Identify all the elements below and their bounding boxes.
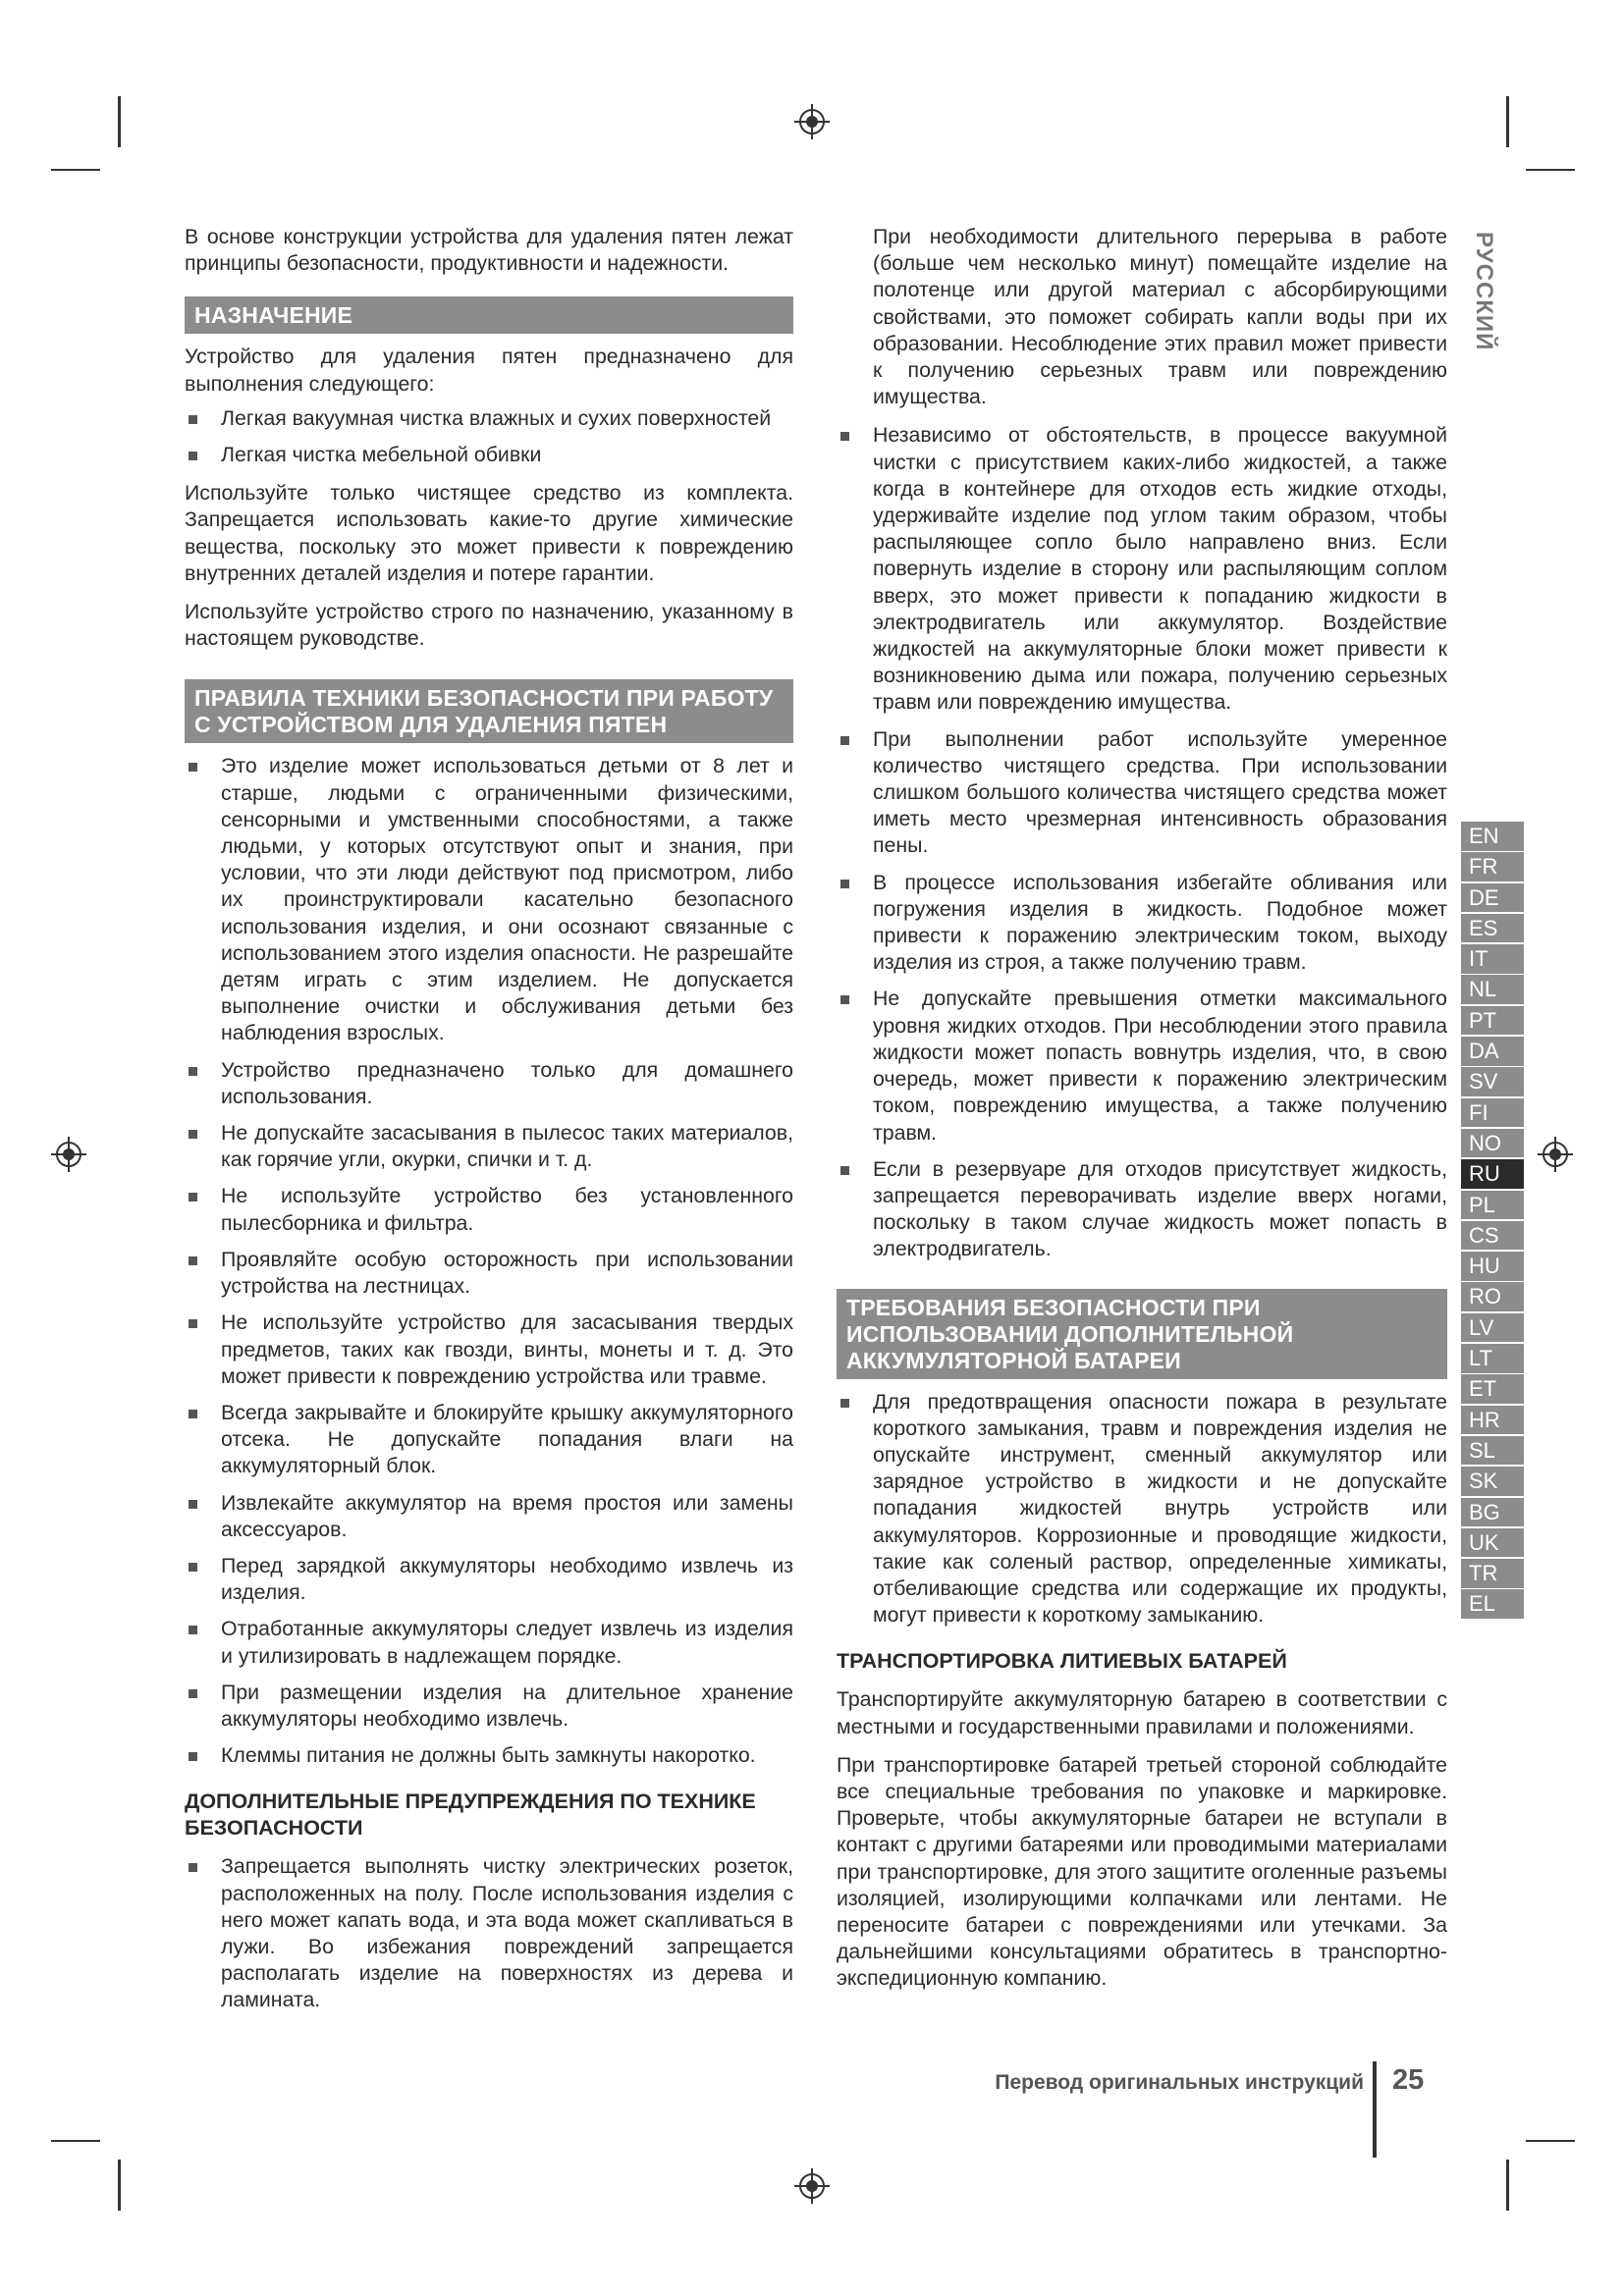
language-tab-lt: LT [1461,1344,1524,1373]
language-tab-hr: HR [1461,1406,1524,1435]
language-tab-hu: HU [1461,1252,1524,1281]
crop-mark [118,96,121,147]
list-item: Запрещается выполнять чистку электрических розеток, расположенных на полу. После использования изделия с него может капать вода, и эта вода может скапливаться в лужи. Во избежания повреждений запрещается располагать изделие на поверхностях из дерева и ламината. [185,1853,793,2013]
language-tab-pl: PL [1461,1191,1524,1220]
language-tab-no: NO [1461,1129,1524,1158]
language-tab-tr: TR [1461,1559,1524,1588]
language-tab-ru: RU [1461,1159,1524,1189]
list-item: Не допускайте засасывания в пылесос таких материалов, как горячие угли, окурки, спички и т. д. [185,1120,793,1173]
language-tab-fi: FI [1461,1098,1524,1128]
transport-heading: ТРАНСПОРТИРОВКА ЛИТИЕВЫХ БАТАРЕЙ [837,1649,1287,1674]
language-tab-cs: CS [1461,1221,1524,1251]
registration-mark-icon [1536,1135,1575,1174]
purpose-list [185,405,793,468]
language-tab-sv: SV [1461,1067,1524,1096]
language-tab-sk: SK [1461,1467,1524,1496]
language-tab-bg: BG [1461,1498,1524,1527]
purpose-paragraph: Используйте только чистящее средство из комплекта. Запрещается использовать какие-то другие химические вещества, поскольку это может привести к повреждению внутренних деталей изделия и потере гарантии. [185,481,793,585]
list-item: Извлекайте аккумулятор на время простоя или замены аксессуаров. [185,1490,793,1543]
language-tab-et: ET [1461,1374,1524,1404]
language-tab-el: EL [1461,1589,1524,1619]
language-tab-fr: FR [1461,852,1524,881]
list-item: При выполнении работ используйте умеренное количество чистящего средства. При использовании слишком большого количества чистящего средства может иметь место чрезмерная интенсивность образования пены. [837,726,1447,860]
crop-mark [118,2160,121,2211]
battery-heading: ТРЕБОВАНИЯ БЕЗОПАСНОСТИ ПРИ ИСПОЛЬЗОВАНИИ ДОПОЛНИТЕЛЬНОЙ АККУМУЛЯТОРНОЙ БАТАРЕИ [837,1289,1447,1379]
crop-mark [1506,96,1509,147]
list-item: Если в резервуаре для отходов присутствует жидкость, запрещается переворачивать изделие вверх ногами, поскольку в таком случае жидкость может попасть в электродвигатель. [837,1156,1447,1263]
transport-paragraph: При транспортировке батарей третьей стороной соблюдайте все специальные требования по упаковке и маркировке. Проверьте, чтобы аккумуляторные батареи не вступали в контакт с другими батареями или проводимыми материалами при транспортировке, для этого защитите оголенные разъемы изоляцией, изолирующими колпачками или лентами. Не переносите батареи с повреждениями или утечками. За дальнейшими консультациями обратитесь в транспортно-экспедиционную компанию. [837,1752,1447,1991]
language-tab-it: IT [1461,944,1524,974]
page-number: 25 [1392,2064,1425,2096]
right-column [837,224,1447,2004]
purpose-heading: НАЗНАЧЕНИЕ [185,296,793,334]
intro-paragraph: В основе конструкции устройства для удаления пятен лежат принципы безопасности, продуктивности и надежности. [185,225,793,276]
footer-divider [1373,2061,1377,2158]
crop-mark [1506,2160,1509,2211]
list-item: Это изделие может использоваться детьми от 8 лет и старше, людьми с ограниченными физическими, сенсорными и умственными способностями, а также людьми, у которых отсутствуют опыт и знания, при условии, что эти люди действуют под присмотром, либо их проинструктировали касательно безопасного использования изделия, и они осознают связанные с использованием этого изделия опасности. Не разрешайте детям играть с этим изделием. Не допускается выполнение очистки и обслуживания детьми без наблюдения взрослых. [185,753,793,1046]
crop-mark [51,2140,100,2142]
footer-text: Перевод оригинальных инструкций [995,2071,1364,2094]
side-title-text: РУССКИЙ [1471,232,1497,351]
list-item: Устройство предназначено только для домашнего использования. [185,1057,793,1110]
list-item: Всегда закрывайте и блокируйте крышку аккумуляторного отсека. Не допускайте попадания влаги на аккумуляторный блок. [185,1400,793,1480]
left-column [185,224,793,2026]
language-tab-es: ES [1461,914,1524,943]
list-item: Проявляйте особую осторожность при использовании устройства на лестницах. [185,1247,793,1300]
crop-mark [1526,169,1575,171]
list-item: При размещении изделия на длительное хранение аккумуляторы необходимо извлечь. [185,1680,793,1733]
purpose-paragraph: Используйте устройство строго по назначению, указанному в настоящем руководстве. [185,600,793,651]
language-tab-ro: RO [1461,1282,1524,1311]
language-tab-uk: UK [1461,1528,1524,1558]
list-item: Легкая вакуумная чистка влажных и сухих поверхностей [185,405,793,432]
crop-mark [51,169,100,171]
list-item: Не допускайте превышения отметки максимального уровня жидких отходов. При несоблюдении этого правила жидкости может попасть вовнутрь изделия, что, в свою очередь, может привести к поражению электрическим током, повреждению имущества, а также получению травм. [837,986,1447,1146]
language-tab-en: EN [1461,822,1524,851]
list-item: Не используйте устройство без установленного пылесборника и фильтра. [185,1183,793,1236]
language-tab-da: DA [1461,1037,1524,1066]
language-tab-de: DE [1461,883,1524,913]
right-warnings-list [837,422,1447,1262]
transport-paragraph: Транспортируйте аккумуляторную батарею в соответствии с местными и государственными правилами и положениями. [837,1687,1447,1738]
registration-mark-icon [792,2166,832,2206]
extra-warnings-heading: ДОПОЛНИТЕЛЬНЫЕ ПРЕДУПРЕЖДЕНИЯ ПО ТЕХНИКЕ БЕЗОПАСНОСТИ [185,1789,756,1841]
language-tab-lv: LV [1461,1313,1524,1343]
language-tab-index [1461,822,1524,1621]
language-tab-sl: SL [1461,1436,1524,1466]
side-language-title [1463,232,1502,359]
list-item: Перед зарядкой аккумуляторы необходимо извлечь из изделия. [185,1553,793,1606]
list-item: Отработанные аккумуляторы следует извлечь из изделия и утилизировать в надлежащем порядке. [185,1616,793,1669]
rules-heading: ПРАВИЛА ТЕХНИКИ БЕЗОПАСНОСТИ ПРИ РАБОТУ С УСТРОЙСТВОМ ДЛЯ УДАЛЕНИЯ ПЯТЕН [185,679,793,743]
list-item: В процессе использования избегайте обливания или погружения изделия в жидкость. Подобное может привести к поражению электрическим током, выходу изделия из строя, а также получению травм. [837,870,1447,977]
list-item: Клеммы питания не должны быть замкнуты накоротко. [185,1742,793,1769]
rules-list [185,753,793,1769]
continued-paragraph: При необходимости длительного перерыва в работе (больше чем несколько минут) помещайте изделие на полотенце или другой материал с абсорбирующими свойствами, это поможет собирать капли воды при их образовании. Несоблюдение этих правил может привести к получению серьезных травм или повреждению имущества. [873,225,1447,409]
list-item: Легкая чистка мебельной обивки [185,442,793,468]
list-item: Независимо от обстоятельств, в процессе вакуумной чистки с присутствием каких-либо жидкостей, а также когда в контейнере для отходов есть жидкие отходы, удерживайте изделие под углом таким образом, чтобы распыляющее сопло было направлено вниз. Если повернуть изделие в сторону или распыляющим соплом вверх, это может привести к попаданию жидкости в электродвигатель или аккумулятор. Воздействие жидкостей на аккумуляторные блоки может привести к возникновению дыма или пожара, получению серьезных травм или повреждению имущества. [837,422,1447,716]
registration-mark-icon [792,102,832,141]
purpose-text: Устройство для удаления пятен предназначено для выполнения следующего: [185,345,793,396]
extra-warnings-list [185,1853,793,2013]
crop-mark [1526,2140,1575,2142]
registration-mark-icon [49,1135,88,1174]
language-tab-nl: NL [1461,975,1524,1004]
list-item: Не используйте устройство для засасывания твердых предметов, таких как гвозди, винты, монеты и т. д. Это может привести к повреждению устройства или травме. [185,1309,793,1390]
battery-list [837,1389,1447,1629]
list-item: Для предотвращения опасности пожара в результате короткого замыкания, травм и повреждения изделия не опускайте инструмент, сменный аккумулятор или зарядное устройство в жидкости и не допускайте попадания жидкостей внутрь устройств или аккумуляторов. Коррозионные и проводящие жидкости, такие как соленый раствор, определенные химикаты, отбеливающие средства или содержащие их продукты, могут привести к короткому замыканию. [837,1389,1447,1629]
language-tab-pt: PT [1461,1006,1524,1036]
